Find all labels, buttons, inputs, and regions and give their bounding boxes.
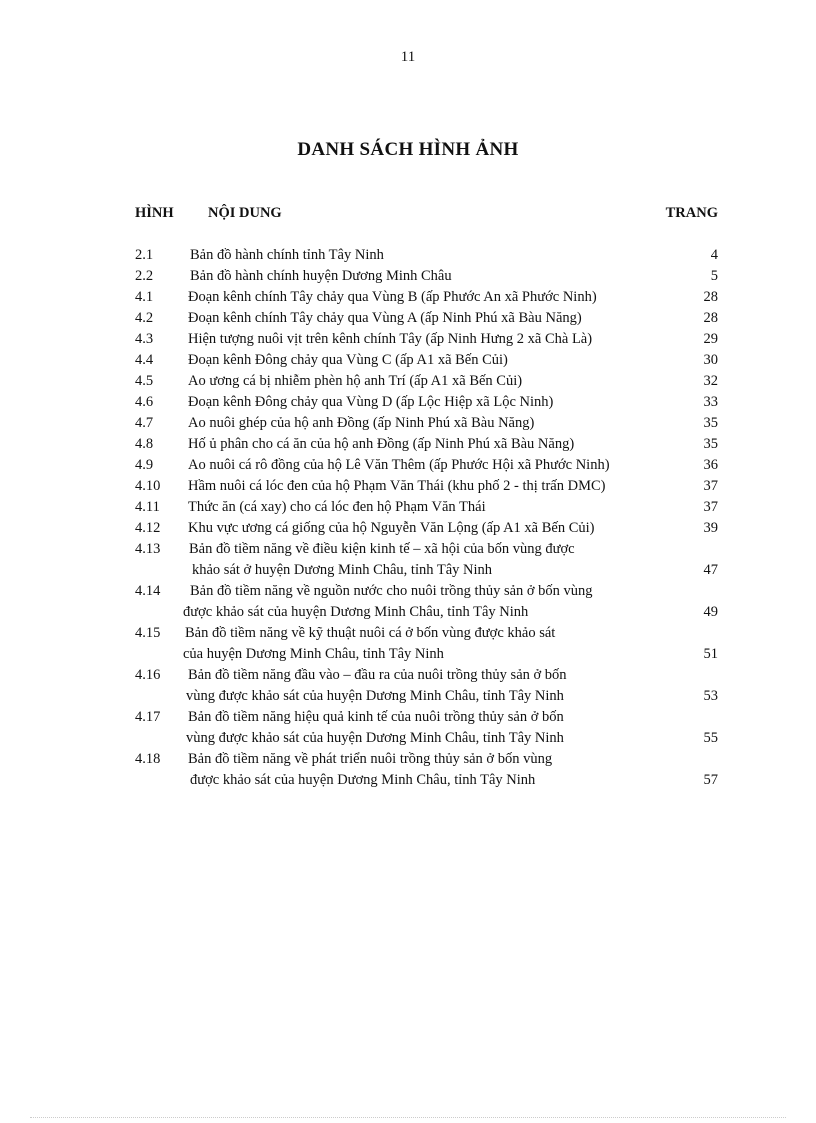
figure-caption: Đoạn kênh chính Tây chảy qua Vùng B (ấp Phước An xã Phước Ninh) xyxy=(188,289,597,305)
figure-number: 4.1 xyxy=(135,289,154,305)
figure-caption: vùng được khảo sát của huyện Dương Minh Châu, tỉnh Tây Ninh xyxy=(186,730,564,746)
figure-number: 4.10 xyxy=(135,478,161,494)
figure-caption: Bản đồ tiềm năng đầu vào – đầu ra của nuôi trồng thủy sản ở bốn xyxy=(188,667,567,683)
header-content: NỘI DUNG xyxy=(208,205,282,221)
figure-caption: Hố ủ phân cho cá ăn của hộ anh Đồng (ấp Ninh Phú xã Bàu Năng) xyxy=(188,436,575,452)
figure-entry-row xyxy=(135,561,718,582)
figure-entry xyxy=(135,330,718,351)
figure-page-number: 28 xyxy=(703,310,718,326)
figure-caption: được khảo sát của huyện Dương Minh Châu, tỉnh Tây Ninh xyxy=(190,772,536,788)
figure-entry xyxy=(135,267,718,288)
figure-entry-row xyxy=(135,288,718,309)
figure-number: 4.8 xyxy=(135,436,154,452)
figure-entry xyxy=(135,435,718,456)
figure-number: 4.9 xyxy=(135,457,154,473)
figure-entry-row xyxy=(135,645,718,666)
figure-page-number: 37 xyxy=(703,478,718,494)
figure-entry-row xyxy=(135,729,718,750)
figure-page-number: 29 xyxy=(703,331,718,347)
figure-number: 4.14 xyxy=(135,583,161,599)
figure-entry-row xyxy=(135,687,718,708)
figure-caption: Bản đồ tiềm năng về phát triển nuôi trồng thủy sản ở bốn vùng xyxy=(188,751,553,767)
figure-entry-row xyxy=(135,414,718,435)
figure-page-number: 36 xyxy=(703,457,718,473)
figure-caption: Khu vực ương cá giống của hộ Nguyễn Văn Lộng (ấp A1 xã Bến Củi) xyxy=(188,520,595,536)
figure-entry xyxy=(135,624,718,666)
figure-page-number: 32 xyxy=(703,373,718,389)
header-page: TRANG xyxy=(665,205,718,221)
figure-caption: Bản đồ tiềm năng hiệu quả kinh tế của nuôi trồng thủy sản ở bốn xyxy=(188,709,564,725)
figure-caption: Ao ương cá bị nhiễm phèn hộ anh Trí (ấp A1 xã Bến Củi) xyxy=(188,373,523,389)
figure-page-number: 35 xyxy=(703,436,718,452)
figure-number: 4.3 xyxy=(135,331,154,347)
figure-number: 4.13 xyxy=(135,541,161,557)
figure-caption: Bản đồ tiềm năng về điều kiện kinh tế – xã hội của bốn vùng được xyxy=(189,541,575,557)
figure-number: 4.17 xyxy=(135,709,161,725)
figure-page-number: 53 xyxy=(703,688,718,704)
figure-caption: khảo sát ở huyện Dương Minh Châu, tỉnh Tây Ninh xyxy=(192,562,493,578)
figure-caption: vùng được khảo sát của huyện Dương Minh Châu, tỉnh Tây Ninh xyxy=(186,688,564,704)
page-number: 11 xyxy=(400,49,416,65)
figure-entry-row xyxy=(135,477,718,498)
figure-number: 4.18 xyxy=(135,751,161,767)
figure-list xyxy=(135,246,718,792)
figure-caption: Bản đồ hành chính huyện Dương Minh Châu xyxy=(190,268,452,284)
figure-entry-row xyxy=(135,603,718,624)
figure-page-number: 33 xyxy=(703,394,718,410)
figure-number: 4.2 xyxy=(135,310,154,326)
figure-caption: Bản đồ tiềm năng về nguồn nước cho nuôi trồng thủy sản ở bốn vùng xyxy=(190,583,593,599)
figure-entry xyxy=(135,414,718,435)
figure-entry-row xyxy=(135,351,718,372)
figure-caption: Đoạn kênh Đông chảy qua Vùng D (ấp Lộc Hiệp xã Lộc Ninh) xyxy=(188,394,554,410)
figure-entry xyxy=(135,708,718,750)
figure-entry xyxy=(135,750,718,792)
figure-entry xyxy=(135,351,718,372)
figure-page-number: 28 xyxy=(703,289,718,305)
figure-entry-row xyxy=(135,456,718,477)
figure-entry-row xyxy=(135,435,718,456)
figure-number: 2.2 xyxy=(135,268,154,284)
figure-caption: Ao nuôi cá rô đồng của hộ Lê Văn Thêm (ấp Phước Hội xã Phước Ninh) xyxy=(188,457,610,473)
figure-entry xyxy=(135,246,718,267)
figure-page-number: 30 xyxy=(703,352,718,368)
figure-entry-row xyxy=(135,624,718,645)
figure-entry xyxy=(135,582,718,624)
figure-number: 4.12 xyxy=(135,520,161,536)
figure-page-number: 35 xyxy=(703,415,718,431)
page-title: DANH SÁCH HÌNH ẢNH xyxy=(297,139,519,160)
figure-page-number: 51 xyxy=(703,646,718,662)
figure-caption: Bản đồ hành chính tỉnh Tây Ninh xyxy=(190,247,384,263)
figure-caption: Bản đồ tiềm năng về kỹ thuật nuôi cá ở bốn vùng được khảo sát xyxy=(185,625,556,641)
figure-page-number: 5 xyxy=(710,268,718,284)
figure-entry xyxy=(135,498,718,519)
figure-entry-row xyxy=(135,582,718,603)
figure-entry-row xyxy=(135,246,718,267)
figure-entry-row xyxy=(135,708,718,729)
figure-entry xyxy=(135,519,718,540)
figure-page-number: 57 xyxy=(703,772,718,788)
figure-caption: Thức ăn (cá xay) cho cá lóc đen hộ Phạm Văn Thái xyxy=(188,499,486,515)
header-figure-number: HÌNH xyxy=(135,205,174,221)
figure-number: 4.16 xyxy=(135,667,161,683)
figure-entry-row xyxy=(135,750,718,771)
figure-entry-row xyxy=(135,330,718,351)
figure-entry xyxy=(135,666,718,708)
figure-entry-row xyxy=(135,498,718,519)
figure-number: 4.7 xyxy=(135,415,154,431)
figure-caption: Ao nuôi ghép của hộ anh Đồng (ấp Ninh Phú xã Bàu Năng) xyxy=(188,415,535,431)
figure-page-number: 37 xyxy=(703,499,718,515)
figure-number: 4.15 xyxy=(135,625,161,641)
figure-entry xyxy=(135,288,718,309)
figure-number: 4.6 xyxy=(135,394,154,410)
figure-number: 4.11 xyxy=(135,499,160,515)
figure-entry xyxy=(135,393,718,414)
figure-entry xyxy=(135,456,718,477)
figure-page-number: 55 xyxy=(703,730,718,746)
figure-page-number: 49 xyxy=(703,604,718,620)
figure-entry xyxy=(135,372,718,393)
figure-entry-row xyxy=(135,372,718,393)
figure-entry-row xyxy=(135,519,718,540)
figure-entry-row xyxy=(135,309,718,330)
figure-entry-row xyxy=(135,267,718,288)
figure-caption: Đoạn kênh chính Tây chảy qua Vùng A (ấp Ninh Phú xã Bàu Năng) xyxy=(188,310,582,326)
page-bottom-divider xyxy=(30,1117,786,1118)
figure-caption: được khảo sát của huyện Dương Minh Châu, tỉnh Tây Ninh xyxy=(183,604,529,620)
figure-entry xyxy=(135,540,718,582)
figure-number: 4.5 xyxy=(135,373,154,389)
figure-caption: Hầm nuôi cá lóc đen của hộ Phạm Văn Thái (khu phố 2 - thị trấn DMC) xyxy=(188,478,606,494)
table-header xyxy=(135,205,718,225)
figure-entry-row xyxy=(135,393,718,414)
figure-entry-row xyxy=(135,666,718,687)
figure-number: 4.4 xyxy=(135,352,154,368)
figure-entry-row xyxy=(135,771,718,792)
figure-entry-row xyxy=(135,540,718,561)
figure-caption: của huyện Dương Minh Châu, tỉnh Tây Ninh xyxy=(183,646,444,662)
figure-entry xyxy=(135,477,718,498)
figure-page-number: 4 xyxy=(710,247,718,263)
figure-page-number: 39 xyxy=(703,520,718,536)
figure-number: 2.1 xyxy=(135,247,154,263)
figure-caption: Hiện tượng nuôi vịt trên kênh chính Tây (ấp Ninh Hưng 2 xã Chà Là) xyxy=(188,331,593,347)
figure-entry xyxy=(135,309,718,330)
figure-page-number: 47 xyxy=(703,562,718,578)
figure-caption: Đoạn kênh Đông chảy qua Vùng C (ấp A1 xã Bến Củi) xyxy=(188,352,508,368)
